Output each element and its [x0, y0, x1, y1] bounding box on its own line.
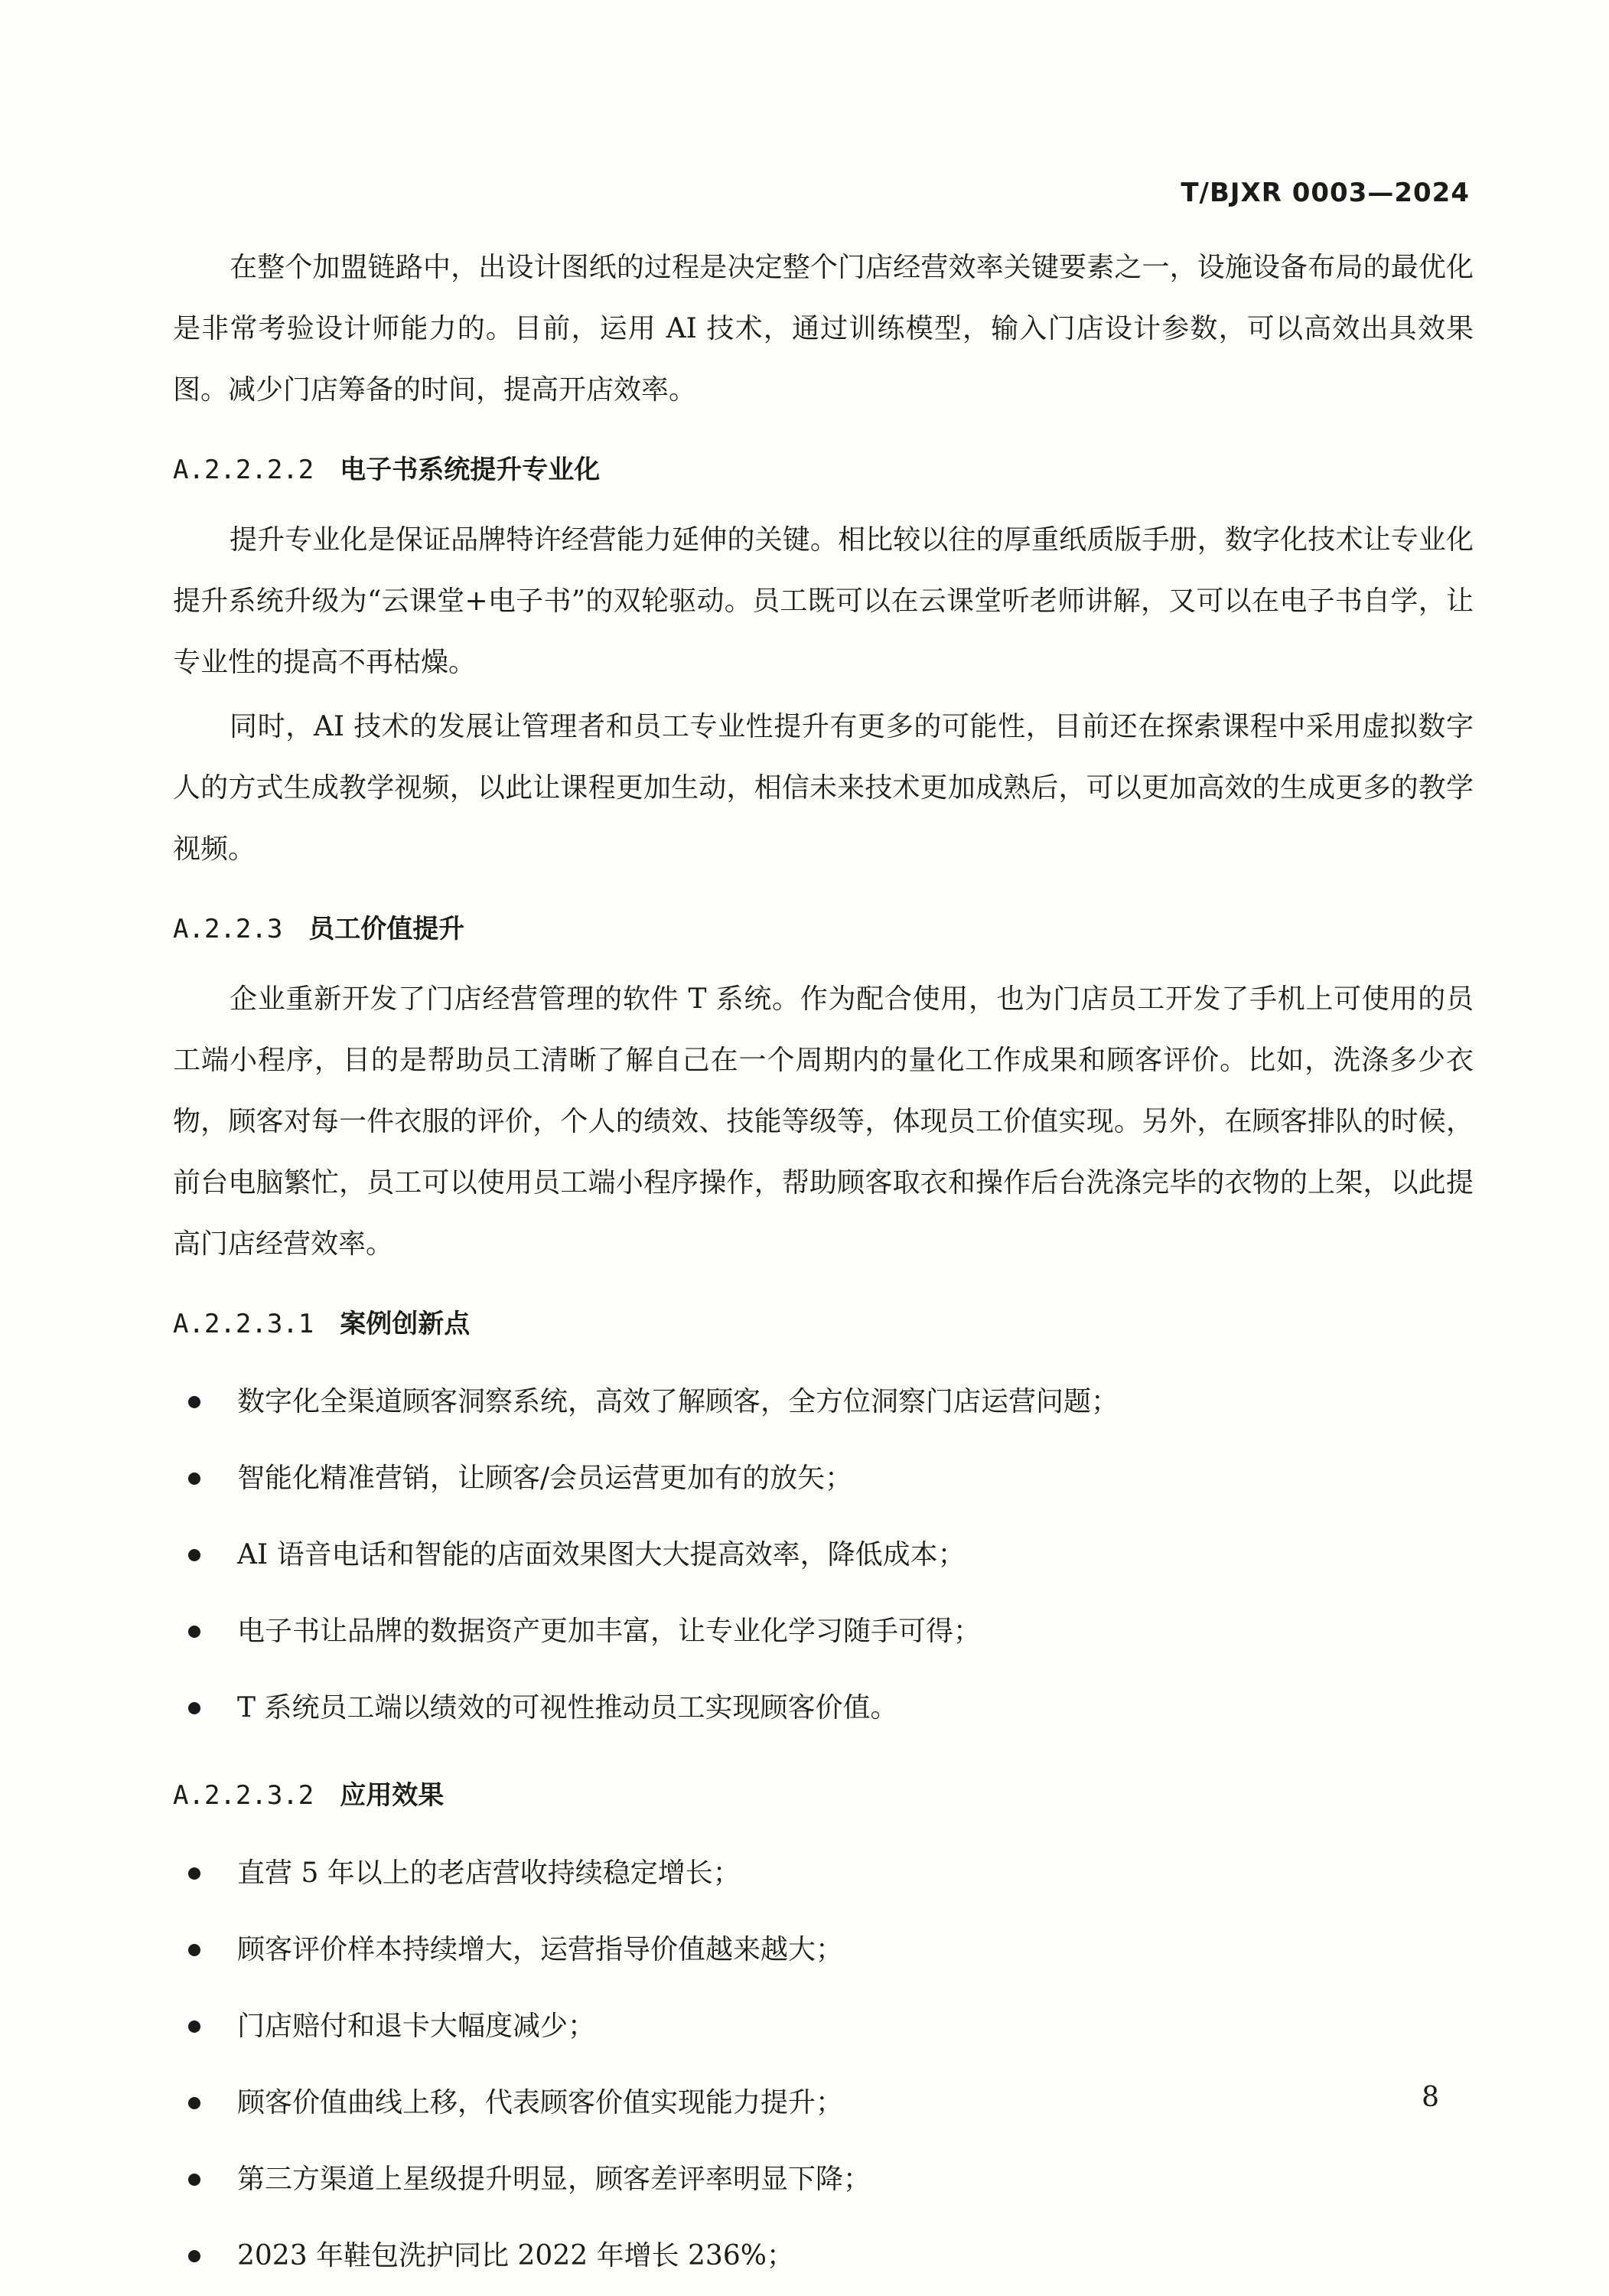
paragraph: 企业重新开发了门店经营管理的软件 T 系统。作为配合使用，也为门店员工开发了手机上可使用的员工端小程序，目的是帮助员工清晰了解自己在一个周期内的量化工作成果和顾客评价。比如，洗涤多少衣物，顾客对每一件衣服的评价，个人的绩效、技能等级等，体现员工价值实现。另外，在顾客排队的时候，前台电脑繁忙，员工可以使用员工端小程序操作，帮助顾客取衣和操作后台洗涤完毕的衣物的上架，以此提高门店经营效率。 [173, 983, 1474, 1260]
list-item-text: 数字化全渠道顾客洞察系统，高效了解顾客，全方位洞察门店运营问题； [237, 1386, 1119, 1417]
list-item-text: 电子书让品牌的数据资产更加丰富，让专业化学习随手可得； [237, 1616, 982, 1647]
bullet-icon [188, 1396, 200, 1408]
bullet-icon [188, 2097, 200, 2109]
bullet-icon [188, 2250, 200, 2262]
section-title: 员工价值提升 [308, 914, 465, 944]
list-item [237, 1912, 1474, 1988]
list-item [237, 1670, 1474, 1746]
page-content [173, 237, 1474, 2294]
bullet-icon [188, 1944, 200, 1956]
section-heading-a2232 [173, 1766, 1474, 1825]
list-item [237, 2141, 1474, 2218]
list-item-text: AI 语音电话和智能的店面效果图大大提高效率，降低成本； [237, 1539, 966, 1570]
section-title: 案例创新点 [340, 1309, 471, 1339]
list-item-text: 智能化精准营销，让顾客/会员运营更加有的放矢； [237, 1463, 853, 1494]
document-code: T/BJXR 0003—2024 [1181, 178, 1470, 208]
page-number: 8 [1422, 2082, 1439, 2113]
list-item-text: 直营 5 年以上的老店营收持续稳定增长； [237, 1857, 741, 1889]
list-item [237, 1364, 1474, 1440]
innovation-points-list [173, 1364, 1474, 1746]
list-item-text: 顾客价值曲线上移，代表顾客价值实现能力提升； [237, 2087, 844, 2118]
paragraph: 同时，AI 技术的发展让管理者和员工专业性提升有更多的可能性，目前还在探索课程中采用虚拟数字人的方式生成教学视频，以此让课程更加生动，相信未来技术更加成熟后，可以更加高效的生成更多的教学视频。 [173, 711, 1474, 865]
bullet-icon [188, 1549, 200, 1561]
section-title: 电子书系统提升专业化 [340, 455, 601, 485]
application-effects-list [173, 1835, 1474, 2294]
list-item [237, 1988, 1474, 2065]
bullet-icon [188, 1867, 200, 1880]
section-heading-a2222 [173, 441, 1474, 499]
section-number: A.2.2.2.2 [173, 455, 314, 485]
list-item [237, 1835, 1474, 1912]
paragraph: 提升专业化是保证品牌特许经营能力延伸的关键。相比较以往的厚重纸质版手册，数字化技术让专业化提升系统升级为“云课堂+电子书”的双轮驱动。员工既可以在云课堂听老师讲解，又可以在电子书自学，让专业性的提高不再枯燥。 [173, 524, 1474, 678]
list-item-text: 门店赔付和退卡大幅度减少； [237, 2011, 596, 2042]
list-item [237, 2065, 1474, 2141]
section-title: 应用效果 [340, 1780, 445, 1811]
section-number: A.2.2.3.2 [173, 1780, 314, 1811]
bullet-icon [188, 2174, 200, 2186]
section-number: A.2.2.3.1 [173, 1309, 314, 1339]
list-item-text: T 系统员工端以绩效的可视性推动员工实现顾客价值。 [237, 1692, 898, 1724]
list-item-text: 第三方渠道上星级提升明显，顾客差评率明显下降； [237, 2164, 871, 2195]
bullet-icon [188, 1702, 200, 1714]
section-heading-a223 [173, 900, 1474, 958]
bullet-icon [188, 2020, 200, 2033]
intro-paragraph: 在整个加盟链路中，出设计图纸的过程是决定整个门店经营效率关键要素之一，设施设备布局的最优化是非常考验设计师能力的。目前，运用 AI 技术，通过训练模型，输入门店设计参数，可以高效出具效果图。减少门店筹备的时间，提高开店效率。 [173, 252, 1474, 406]
bullet-icon [188, 1626, 200, 1638]
list-item [237, 1517, 1474, 1593]
section-heading-a2231 [173, 1295, 1474, 1353]
list-item-text: 顾客评价样本持续增大，运营指导价值越来越大； [237, 1934, 844, 1965]
list-item [237, 1593, 1474, 1670]
list-item [237, 1440, 1474, 1517]
list-item [237, 2218, 1474, 2294]
bullet-icon [188, 1473, 200, 1485]
section-number: A.2.2.3 [173, 914, 283, 944]
list-item-text: 2023 年鞋包洗护同比 2022 年增长 236%； [237, 2240, 794, 2272]
